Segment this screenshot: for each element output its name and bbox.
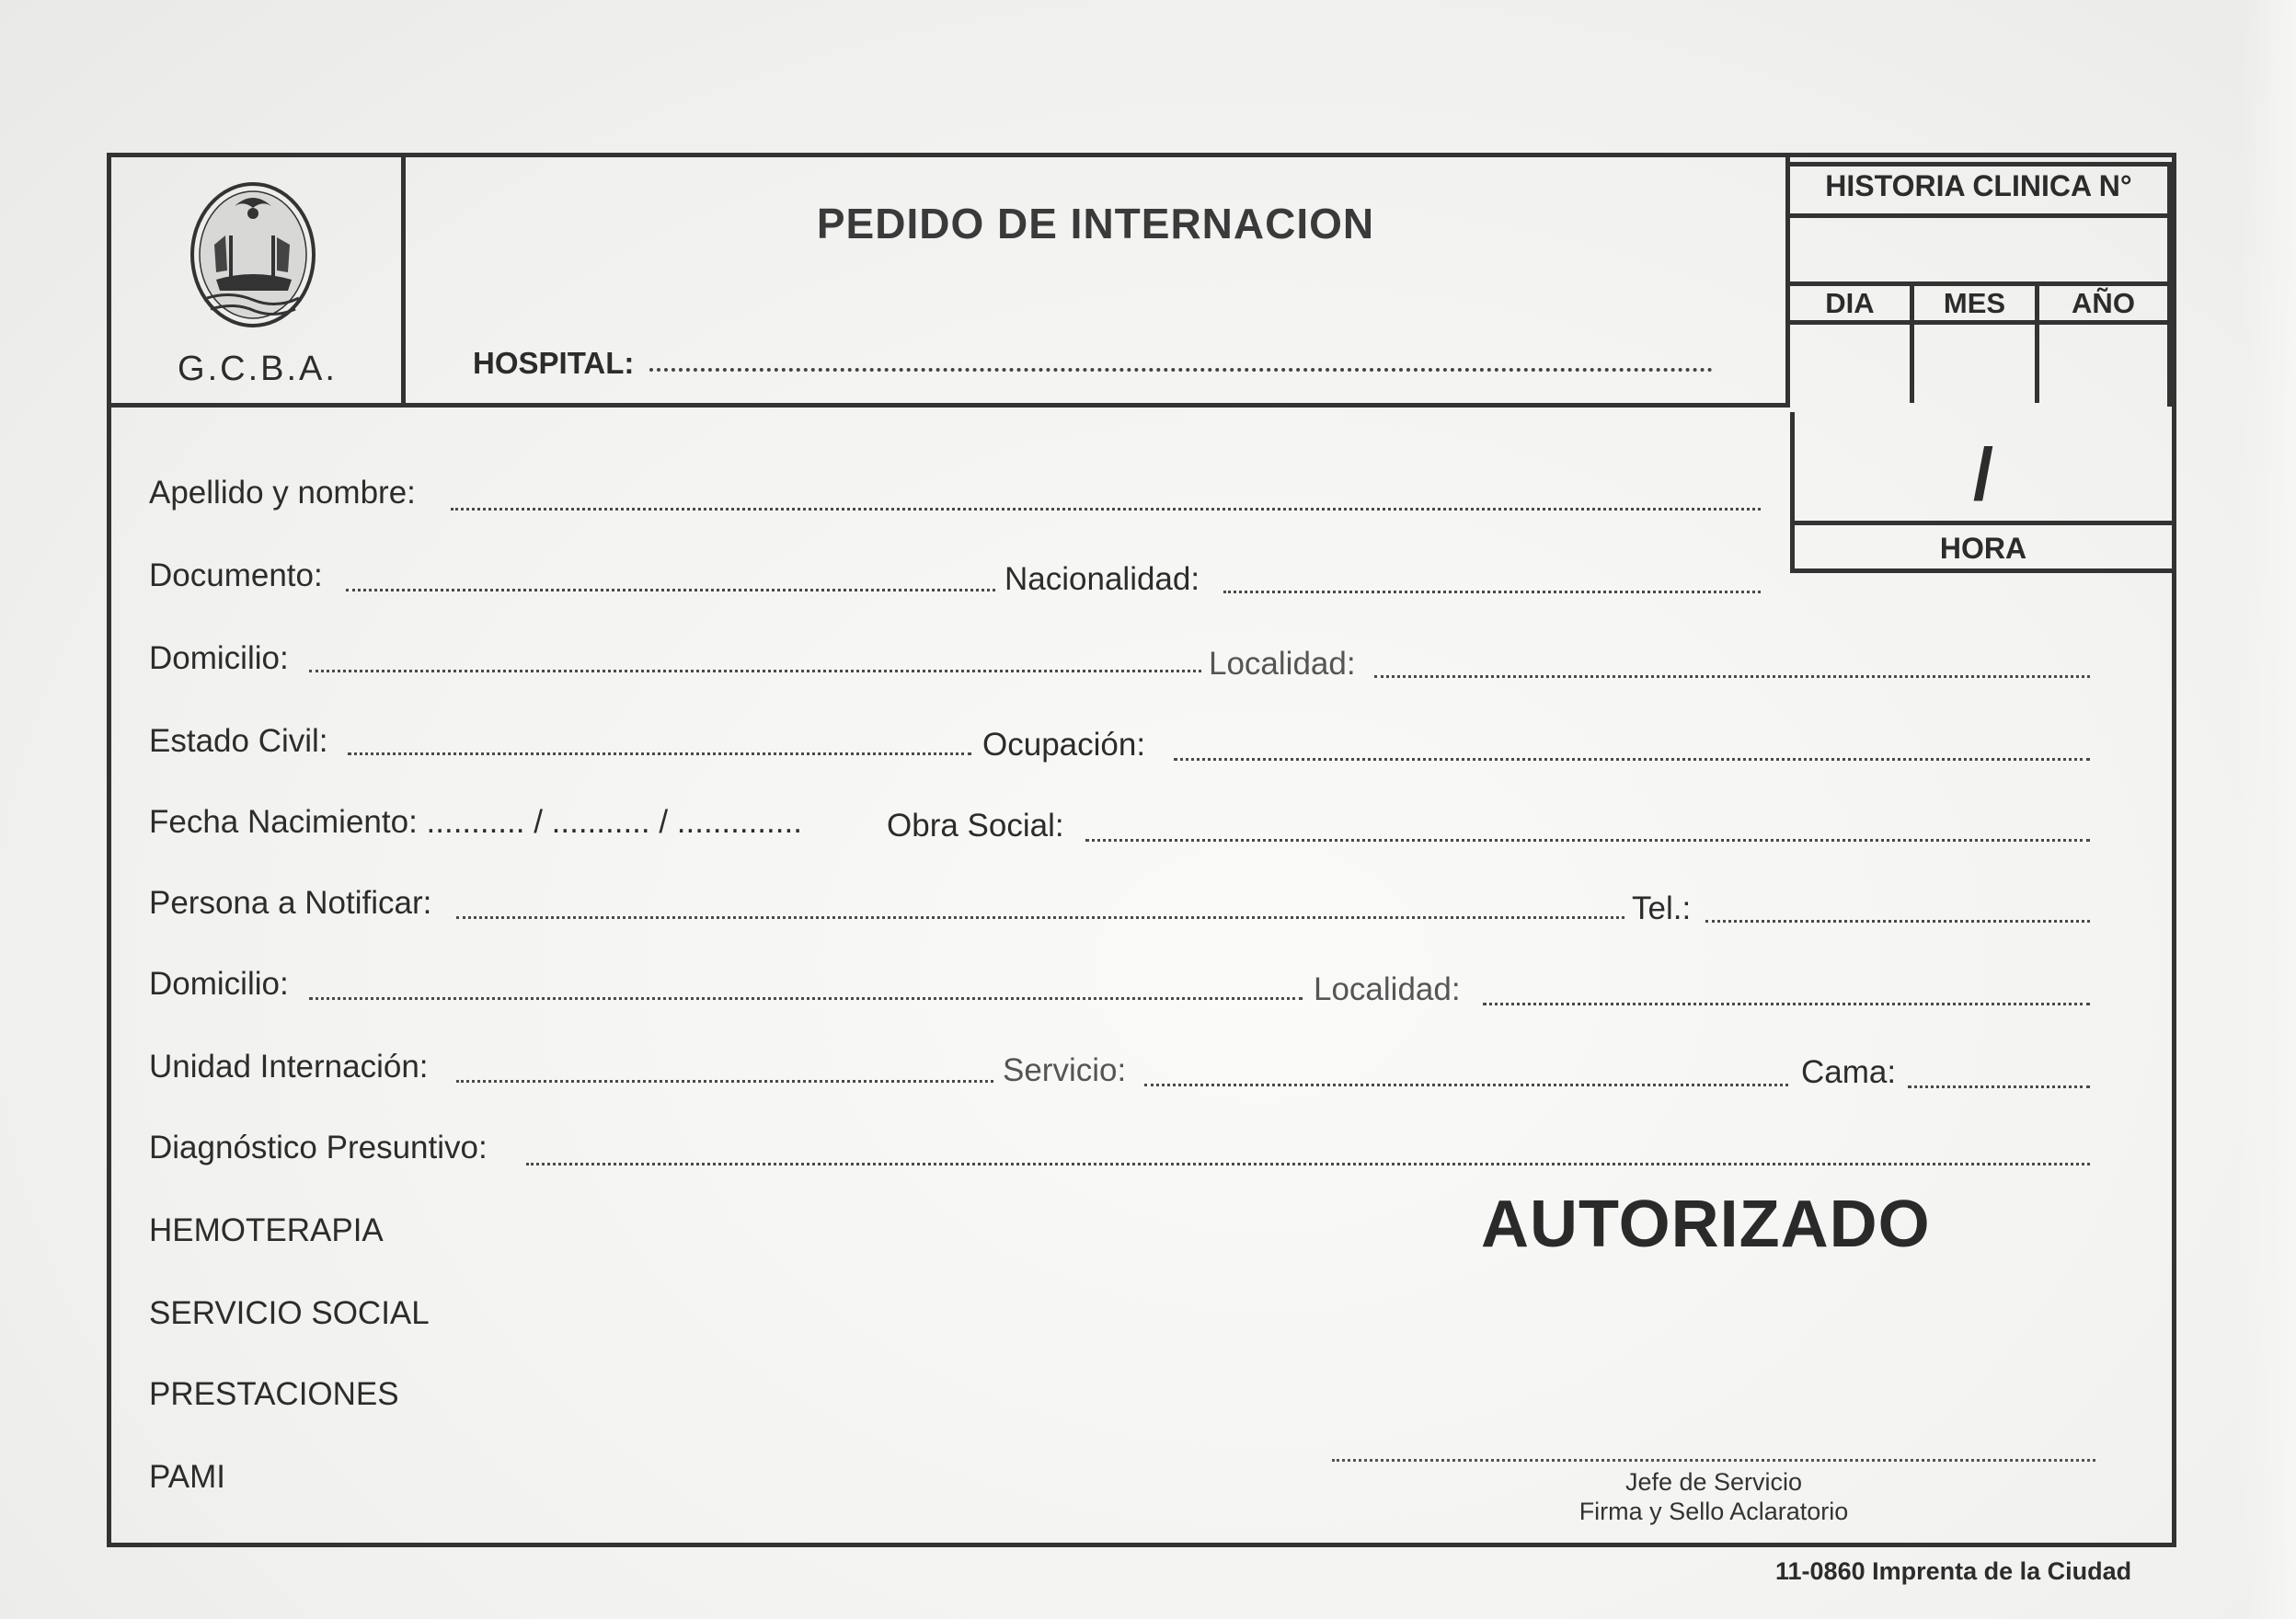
apellido-field[interactable] <box>451 508 1761 511</box>
hora-divider <box>1790 521 2172 525</box>
signature-caption: Jefe de Servicio <box>1624 1468 1803 1496</box>
anio-label: AÑO <box>2072 287 2135 319</box>
mes-label: MES <box>1943 287 2006 319</box>
autorizado-stamp: AUTORIZADO <box>1481 1188 1931 1261</box>
historia-clinica-field[interactable] <box>1794 219 2166 280</box>
hora-label: HORA <box>1939 532 2027 565</box>
historia-clinica-label: HISTORIA CLINICA N° <box>1825 169 2132 202</box>
hc-divider <box>1790 281 2167 286</box>
unidad-internacion-label: Unidad Internación: <box>149 1049 429 1085</box>
cama-label: Cama: <box>1801 1054 1897 1090</box>
localidad-label: Localidad: <box>1209 646 1356 682</box>
persona-notificar-label: Persona a Notificar: <box>149 885 432 921</box>
servicio-field[interactable] <box>1144 1084 1788 1086</box>
estado-civil-label: Estado Civil: <box>149 723 328 759</box>
diagnostico-field[interactable] <box>526 1163 2090 1165</box>
dia-field[interactable] <box>1794 326 1908 399</box>
domicilio-label: Domicilio: <box>149 640 289 676</box>
localidad-field[interactable] <box>1374 675 2090 678</box>
section-prestaciones: PRESTACIONES <box>149 1376 399 1412</box>
obra-social-label: Obra Social: <box>887 808 1064 844</box>
nacionalidad-label: Nacionalidad: <box>1004 561 1200 597</box>
nacionalidad-field[interactable] <box>1223 591 1761 593</box>
estado-civil-field[interactable] <box>348 752 971 755</box>
hospital-label: HOSPITAL: <box>473 346 635 380</box>
domicilio-field[interactable] <box>309 997 1303 1000</box>
domicilio-field[interactable] <box>309 670 1201 672</box>
signature-caption: Firma y Sello Aclaratorio <box>1578 1498 1849 1525</box>
page-title: PEDIDO DE INTERNACION <box>816 200 1375 247</box>
domicilio-label: Domicilio: <box>149 966 289 1002</box>
hc-top-border <box>1790 162 2172 166</box>
documento-field[interactable] <box>346 589 995 591</box>
printer-footer: 11-0860 Imprenta de la Ciudad <box>1775 1557 2132 1585</box>
signature-field[interactable] <box>1332 1459 2095 1462</box>
ocupacion-label: Ocupación: <box>982 727 1146 763</box>
paper-edge <box>2241 0 2296 1619</box>
servicio-label: Servicio: <box>1003 1052 1127 1088</box>
mes-field[interactable] <box>1916 326 2033 399</box>
obra-social-field[interactable] <box>1085 839 2090 842</box>
time-separator: / <box>1972 433 1994 515</box>
hc-divider <box>1790 213 2167 218</box>
section-pami: PAMI <box>149 1459 225 1495</box>
ocupacion-field[interactable] <box>1174 758 2090 761</box>
unidad-internacion-field[interactable] <box>456 1080 993 1083</box>
apellido-label: Apellido y nombre: <box>149 475 416 511</box>
section-hemoterapia: HEMOTERAPIA <box>149 1212 384 1248</box>
documento-label: Documento: <box>149 557 323 593</box>
cama-field[interactable] <box>1908 1085 2090 1088</box>
tel-label: Tel.: <box>1632 890 1692 926</box>
section-servicio-social: SERVICIO SOCIAL <box>149 1295 430 1331</box>
localidad-field[interactable] <box>1483 1003 2090 1005</box>
fecha-nacimiento-label: Fecha Nacimiento: ........... / ........... / .............. <box>149 804 802 840</box>
anio-field[interactable] <box>2041 326 2165 399</box>
hospital-field[interactable] <box>649 368 1713 372</box>
tel-field[interactable] <box>1705 920 2090 923</box>
persona-notificar-field[interactable] <box>456 916 1624 919</box>
hc-divider <box>1790 320 2167 325</box>
localidad-label: Localidad: <box>1314 971 1461 1007</box>
city-seal-icon <box>189 180 317 329</box>
dia-label: DIA <box>1825 287 1875 319</box>
hc-right-border <box>2167 162 2172 407</box>
diagnostico-label: Diagnóstico Presuntivo: <box>149 1130 488 1165</box>
org-name: G.C.B.A. <box>178 350 338 388</box>
